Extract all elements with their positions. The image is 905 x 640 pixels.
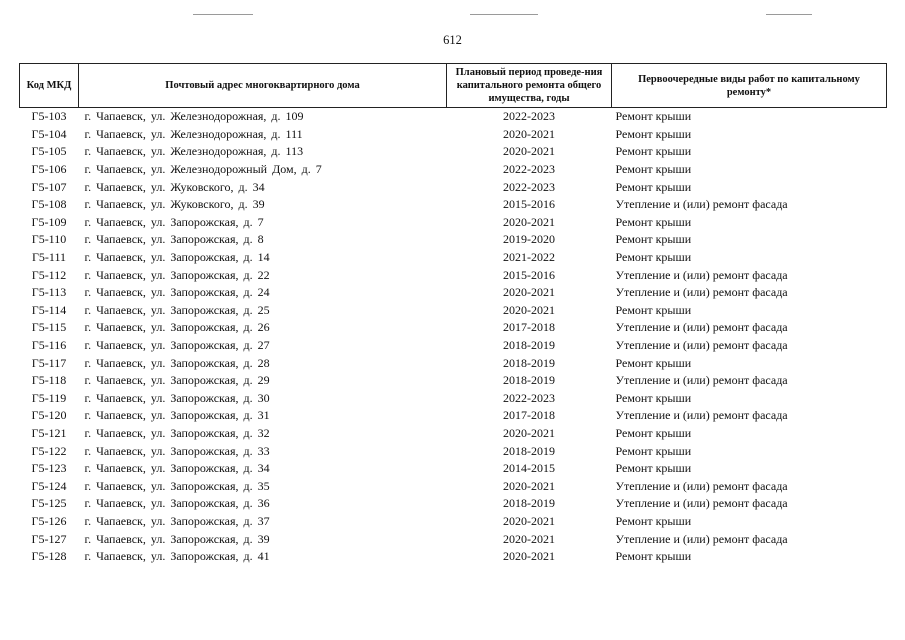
cell-works: Ремонт крыши xyxy=(615,232,692,247)
cell-period: 2020-2021 xyxy=(503,478,555,493)
cell-code: Г5-119 xyxy=(31,390,67,405)
cell-period: 2020-2021 xyxy=(503,549,555,564)
cell-code: Г5-112 xyxy=(31,267,67,282)
cell-code: Г5-107 xyxy=(31,179,67,194)
cell-code: Г5-121 xyxy=(31,425,67,440)
cell-period: 2019-2020 xyxy=(503,232,555,247)
table-row xyxy=(20,372,887,390)
cell-period: 2021-2022 xyxy=(503,250,555,265)
cell-works: Ремонт крыши xyxy=(615,144,692,159)
cell-works: Утепление и (или) ремонт фасада xyxy=(615,531,788,546)
scan-artifact-center xyxy=(470,14,538,15)
cell-address: г. Чапаевск, ул. Запорожская, д. 27 xyxy=(84,338,270,353)
cell-code: Г5-126 xyxy=(31,513,67,528)
cell-code: Г5-128 xyxy=(31,549,67,564)
cell-works: Ремонт крыши xyxy=(615,126,692,141)
cell-address: г. Чапаевск, ул. Запорожская, д. 8 xyxy=(84,232,264,247)
table-row xyxy=(20,460,887,478)
cell-code: Г5-120 xyxy=(31,408,67,423)
cell-code: Г5-117 xyxy=(31,355,67,370)
cell-period: 2020-2021 xyxy=(503,126,555,141)
cell-code: Г5-103 xyxy=(31,109,67,124)
table-row xyxy=(20,425,887,443)
cell-works: Ремонт крыши xyxy=(615,513,692,528)
table-row xyxy=(20,249,887,267)
cell-period: 2015-2016 xyxy=(503,267,555,282)
cell-period: 2020-2021 xyxy=(503,285,555,300)
cell-period: 2018-2019 xyxy=(503,338,555,353)
cell-period: 2020-2021 xyxy=(503,144,555,159)
table-row xyxy=(20,143,887,161)
cell-period: 2018-2019 xyxy=(503,355,555,370)
cell-period: 2020-2021 xyxy=(503,531,555,546)
cell-works: Ремонт крыши xyxy=(615,250,692,265)
cell-code: Г5-111 xyxy=(31,250,67,265)
cell-works: Утепление и (или) ремонт фасада xyxy=(615,338,788,353)
cell-address: г. Чапаевск, ул. Жуковского, д. 39 xyxy=(84,197,265,212)
table-row xyxy=(20,108,887,126)
cell-period: 2022-2023 xyxy=(503,109,555,124)
cell-code: Г5-115 xyxy=(31,320,67,335)
cell-code: Г5-108 xyxy=(31,197,67,212)
cell-period: 2022-2023 xyxy=(503,179,555,194)
cell-code: Г5-116 xyxy=(31,338,67,353)
cell-period: 2020-2021 xyxy=(503,425,555,440)
table-row xyxy=(20,266,887,284)
cell-code: Г5-125 xyxy=(31,496,67,511)
cell-address: г. Чапаевск, ул. Запорожская, д. 30 xyxy=(84,390,270,405)
cell-address: г. Чапаевск, ул. Запорожская, д. 26 xyxy=(84,320,270,335)
page-number: 612 xyxy=(443,33,462,47)
table-row xyxy=(20,302,887,320)
cell-address: г. Чапаевск, ул. Запорожская, д. 7 xyxy=(84,214,264,229)
header-code: Код МКД xyxy=(20,64,79,108)
cell-works: Утепление и (или) ремонт фасада xyxy=(615,197,788,212)
scan-artifact-right xyxy=(766,14,812,15)
cell-period: 2017-2018 xyxy=(503,320,555,335)
cell-address: г. Чапаевск, ул. Запорожская, д. 32 xyxy=(84,425,270,440)
cell-code: Г5-105 xyxy=(31,144,67,159)
cell-code: Г5-124 xyxy=(31,478,67,493)
cell-address: г. Чапаевск, ул. Запорожская, д. 31 xyxy=(84,408,270,423)
table-row xyxy=(20,231,887,249)
table-row xyxy=(20,530,887,548)
cell-code: Г5-104 xyxy=(31,126,67,141)
cell-works: Утепление и (или) ремонт фасада xyxy=(615,478,788,493)
capital-repair-table xyxy=(19,63,887,565)
table-row xyxy=(20,126,887,144)
cell-works: Ремонт крыши xyxy=(615,162,692,177)
cell-works: Ремонт крыши xyxy=(615,355,692,370)
cell-period: 2018-2019 xyxy=(503,443,555,458)
cell-works: Утепление и (или) ремонт фасада xyxy=(615,267,788,282)
cell-period: 2018-2019 xyxy=(503,373,555,388)
cell-works: Утепление и (или) ремонт фасада xyxy=(615,285,788,300)
cell-code: Г5-122 xyxy=(31,443,67,458)
header-works: Первоочередные виды работ по капитальному ремонту* xyxy=(612,64,887,108)
table-row xyxy=(20,337,887,355)
table-row xyxy=(20,548,887,566)
cell-works: Утепление и (или) ремонт фасада xyxy=(615,373,788,388)
cell-works: Утепление и (или) ремонт фасада xyxy=(615,408,788,423)
cell-address: г. Чапаевск, ул. Запорожская, д. 25 xyxy=(84,302,270,317)
table-row xyxy=(20,214,887,232)
cell-code: Г5-114 xyxy=(31,302,67,317)
table-row xyxy=(20,513,887,531)
cell-works: Ремонт крыши xyxy=(615,109,692,124)
cell-period: 2014-2015 xyxy=(503,461,555,476)
cell-period: 2022-2023 xyxy=(503,162,555,177)
cell-code: Г5-109 xyxy=(31,214,67,229)
header-period: Плановый период проведе-ния капитального ремонта общего имущества, годы xyxy=(447,64,612,108)
cell-address: г. Чапаевск, ул. Запорожская, д. 37 xyxy=(84,513,270,528)
cell-works: Ремонт крыши xyxy=(615,461,692,476)
cell-works: Ремонт крыши xyxy=(615,443,692,458)
table-row xyxy=(20,196,887,214)
cell-code: Г5-110 xyxy=(31,232,67,247)
cell-period: 2022-2023 xyxy=(503,390,555,405)
table-row xyxy=(20,354,887,372)
cell-address: г. Чапаевск, ул. Запорожская, д. 28 xyxy=(84,355,270,370)
cell-address: г. Чапаевск, ул. Железнодорожная, д. 109 xyxy=(84,109,304,124)
cell-period: 2020-2021 xyxy=(503,513,555,528)
cell-code: Г5-118 xyxy=(31,373,67,388)
cell-works: Утепление и (или) ремонт фасада xyxy=(615,320,788,335)
cell-address: г. Чапаевск, ул. Железнодорожная, д. 113 xyxy=(84,144,304,159)
table-row xyxy=(20,390,887,408)
cell-code: Г5-127 xyxy=(31,531,67,546)
cell-works: Ремонт крыши xyxy=(615,179,692,194)
cell-period: 2020-2021 xyxy=(503,214,555,229)
cell-address: г. Чапаевск, ул. Запорожская, д. 33 xyxy=(84,443,270,458)
cell-address: г. Чапаевск, ул. Запорожская, д. 14 xyxy=(84,250,270,265)
cell-period: 2020-2021 xyxy=(503,302,555,317)
cell-address: г. Чапаевск, ул. Запорожская, д. 36 xyxy=(84,496,270,511)
cell-code: Г5-123 xyxy=(31,461,67,476)
cell-address: г. Чапаевск, ул. Железнодорожная, д. 111 xyxy=(84,126,303,141)
cell-code: Г5-113 xyxy=(31,285,67,300)
cell-code: Г5-106 xyxy=(31,162,67,177)
cell-works: Ремонт крыши xyxy=(615,549,692,564)
cell-address: г. Чапаевск, ул. Запорожская, д. 39 xyxy=(84,531,270,546)
cell-period: 2015-2016 xyxy=(503,197,555,212)
table-row xyxy=(20,495,887,513)
table-row xyxy=(20,407,887,425)
cell-period: 2018-2019 xyxy=(503,496,555,511)
cell-works: Ремонт крыши xyxy=(615,302,692,317)
header-address: Почтовый адрес многоквартирного дома xyxy=(79,64,447,108)
cell-address: г. Чапаевск, ул. Запорожская, д. 24 xyxy=(84,285,270,300)
table-row xyxy=(20,284,887,302)
cell-address: г. Чапаевск, ул. Запорожская, д. 29 xyxy=(84,373,270,388)
cell-address: г. Чапаевск, ул. Запорожская, д. 34 xyxy=(84,461,270,476)
cell-works: Утепление и (или) ремонт фасада xyxy=(615,496,788,511)
cell-address: г. Чапаевск, ул. Запорожская, д. 35 xyxy=(84,478,270,493)
table-row xyxy=(20,161,887,179)
table-row xyxy=(20,477,887,495)
cell-works: Ремонт крыши xyxy=(615,214,692,229)
cell-works: Ремонт крыши xyxy=(615,425,692,440)
cell-address: г. Чапаевск, ул. Запорожская, д. 22 xyxy=(84,267,270,282)
cell-period: 2017-2018 xyxy=(503,408,555,423)
table-header-row xyxy=(20,64,887,108)
table-row xyxy=(20,178,887,196)
scan-artifact-left xyxy=(193,14,253,15)
cell-address: г. Чапаевск, ул. Жуковского, д. 34 xyxy=(84,179,265,194)
table-row xyxy=(20,442,887,460)
table-row xyxy=(20,319,887,337)
cell-address: г. Чапаевск, ул. Запорожская, д. 41 xyxy=(84,549,270,564)
cell-works: Ремонт крыши xyxy=(615,390,692,405)
cell-address: г. Чапаевск, ул. Железнодорожный Дом, д. 7 xyxy=(84,162,322,177)
